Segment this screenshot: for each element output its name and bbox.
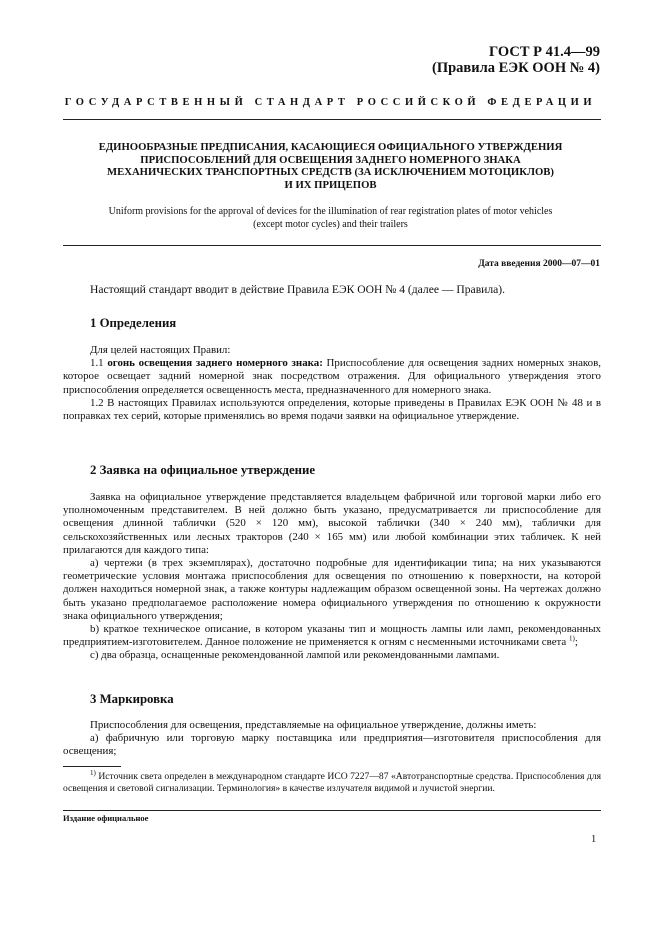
introduction-date bbox=[478, 259, 600, 269]
list-item-b bbox=[63, 623, 601, 649]
section-heading-application: 2 Заявка на официальное утверждение bbox=[90, 463, 316, 477]
list-item-a: a) чертежи (в трех экземплярах), достаточно подробные для идентификации типа; на них указываются геометрические условия монтажа приспособления для освещения по отношению к поверхности, на которой должен находиться номерной знак, а также контуры надлежащим образом освещенной зоны. На чертежах должно быть указано предполагаемое расположение номера официального утверждения по отношению к окружности знака официального утверждения; bbox=[63, 557, 601, 622]
document-title bbox=[40, 141, 621, 191]
paragraph: Приспособления для освещения, представляемые на официальное утверждение, должны иметь: bbox=[90, 719, 537, 731]
footnote bbox=[63, 768, 601, 795]
footnote-body: Источник света определен в международном стандарте ИСО 7227—87 «Автотранспортные средства. Приспособления для освещения и световой сигнализации. Терминология» в качестве излучателя видимой и лучистой энергии. bbox=[63, 771, 601, 795]
list-item-a: a) фабричную или торговую марку поставщика или предприятия—изготовителя приспособления для освещения; bbox=[63, 732, 601, 758]
title-line: И ИХ ПРИЦЕПОВ bbox=[284, 178, 377, 191]
english-title bbox=[40, 206, 621, 231]
rules-number: (Правила ЕЭК ООН № 4) bbox=[432, 60, 600, 76]
definition-text: Приспособление для освещения задних номерных знаков, которое освещает задний номерной знак посредством отражения. Для официального утверждения этого приспособления определяется освещенность места, предназначенного для номерного знака. bbox=[63, 357, 601, 396]
edition-label: Издание официальное bbox=[63, 813, 149, 823]
list-item-b-text: b) краткое техническое описание, в котором указаны тип и мощность лампы или ламп, рекомендованных предприятием-изготовителем. Данное положение не применяется к огням с несменными источниками света bbox=[63, 623, 601, 649]
section-body-definitions bbox=[63, 344, 601, 423]
paragraph-1-1 bbox=[63, 357, 601, 397]
title-line: ПРИСПОСОБЛЕНИЙ ДЛЯ ОСВЕЩЕНИЯ ЗАДНЕГО НОМЕРНОГО ЗНАКА bbox=[140, 153, 521, 166]
title-line: МЕХАНИЧЕСКИХ ТРАНСПОРТНЫХ СРЕДСТВ (ЗА ИСКЛЮЧЕНИЕМ МОТОЦИКЛОВ) bbox=[107, 166, 554, 178]
paragraph: Для целей настоящих Правил: bbox=[90, 344, 231, 356]
state-standard-banner: ГОСУДАРСТВЕННЫЙ СТАНДАРТ РОССИЙСКОЙ ФЕДЕРАЦИИ bbox=[64, 97, 597, 108]
footnote-mark: 1) bbox=[90, 768, 96, 777]
footnote-divider bbox=[63, 766, 121, 767]
header-divider bbox=[63, 119, 601, 120]
section-heading-marking: 3 Маркировка bbox=[90, 692, 174, 706]
introduction-date-text: Дата введения 2000—07—01 bbox=[478, 259, 600, 269]
title-divider bbox=[63, 245, 601, 246]
footnote-text bbox=[63, 768, 601, 795]
paragraph-1-2: 1.2 В настоящих Правилах используются определения, которые приведены в Правилах ЕЭК ООН № 48 и в поправках тех серий, которые применялись во время подачи заявки на официальное утверждение. bbox=[63, 396, 601, 423]
clause-number: 1.1 bbox=[90, 357, 108, 370]
footnote-reference: 1) bbox=[569, 634, 575, 643]
document-header bbox=[432, 44, 600, 76]
section-body-application bbox=[63, 491, 601, 663]
punctuation: ; bbox=[574, 636, 578, 649]
section-body-marking bbox=[63, 719, 601, 759]
section-heading-definitions: 1 Определения bbox=[90, 316, 177, 330]
gost-number: ГОСТ Р 41.4—99 bbox=[489, 44, 600, 60]
subtitle-line: (except motor cycles) and their trailers bbox=[253, 218, 408, 230]
footer-divider bbox=[63, 810, 601, 811]
subtitle-line: Uniform provisions for the approval of devices for the illumination of rear registration plates of motor vehicles bbox=[108, 206, 553, 217]
page-number: 1 bbox=[591, 834, 597, 845]
intro-paragraph: Настоящий стандарт вводит в действие Правила ЕЭК ООН № 4 (далее — Правила). bbox=[90, 283, 506, 296]
defined-term: огонь освещения заднего номерного знака: bbox=[107, 357, 323, 370]
paragraph: Заявка на официальное утверждение представляется владельцем фабричной или торговой марки либо его уполномоченным представителем. В ней должно быть указано, предусматривается ли приспособление для освещения длинной таблички (520 × 120 мм), высокой таблички (340 × 240 мм), таблички для сельскохозяйственных или лесных тракторов (240 × 165 мм) или любой комбинации этих табличек. К ней прилагаются для каждого типа: bbox=[63, 491, 601, 556]
title-line: ЕДИНООБРАЗНЫЕ ПРЕДПИСАНИЯ, КАСАЮЩИЕСЯ ОФИЦИАЛЬНОГО УТВЕРЖДЕНИЯ bbox=[98, 141, 563, 153]
list-item-c: c) два образца, оснащенные рекомендованной лампой или рекомендованными лампами. bbox=[90, 649, 500, 662]
